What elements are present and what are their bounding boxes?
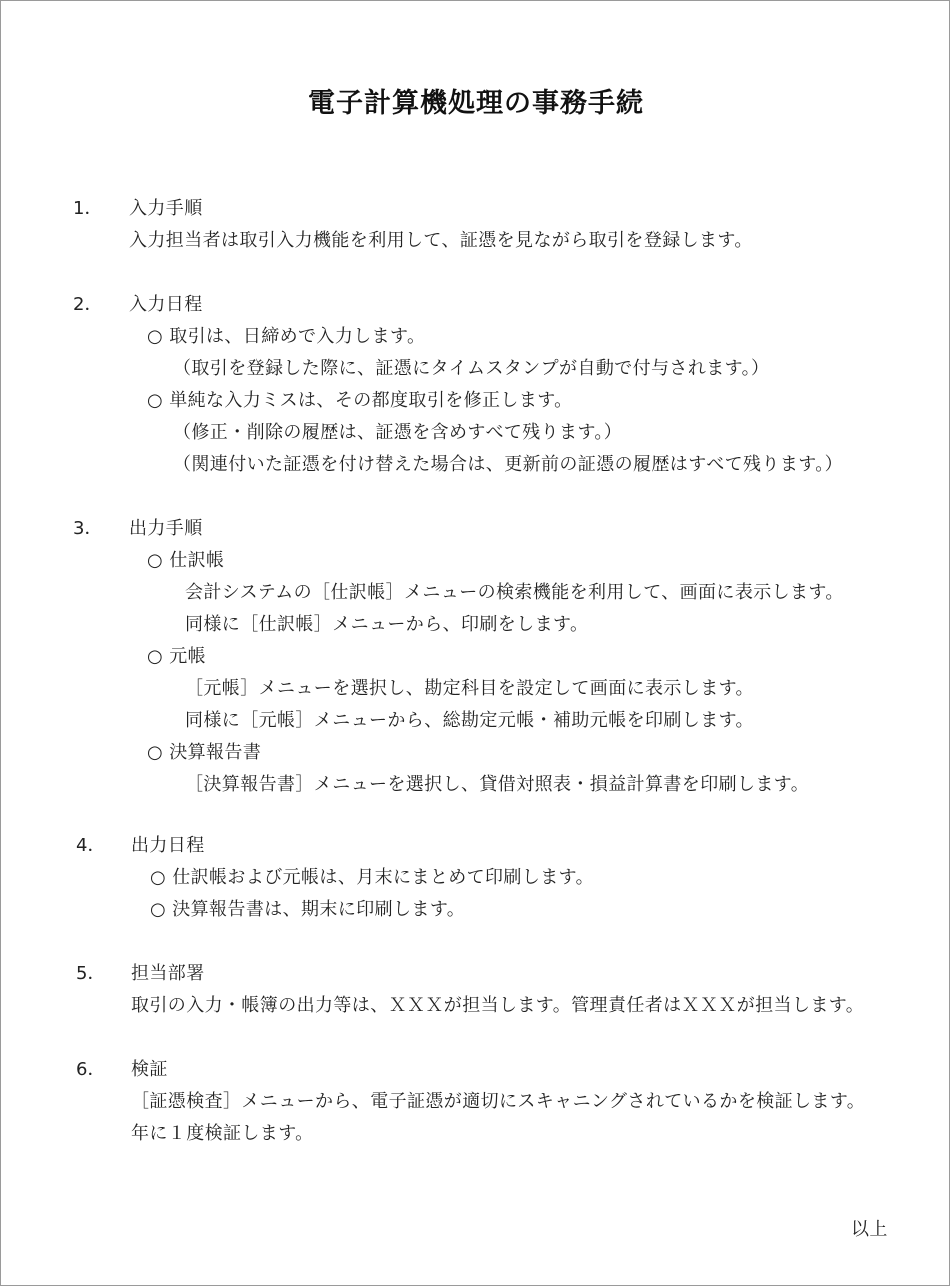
- section-3-number: 3．: [73, 518, 103, 539]
- section-1-heading: 入力手順: [129, 198, 203, 219]
- section-1-line-1: 入力担当者は取引入力機能を利用して、証憑を見ながら取引を登録します。: [129, 230, 753, 251]
- section-4-item-1: ○ 仕訳帳および元帳は、月末にまとめて印刷します。: [150, 867, 594, 888]
- section-3-item-3: ○ 決算報告書: [147, 742, 262, 763]
- section-3-item-1-note-1: 会計システムの［仕訳帳］メニューの検索機能を利用して、画面に表示します。: [185, 582, 844, 603]
- section-5-line-1: 取引の入力・帳簿の出力等は、ＸＸＸが担当します。管理責任者はＸＸＸが担当します。: [131, 995, 865, 1016]
- section-5-heading: 担当部署: [131, 963, 205, 984]
- document-title: 電子計算機処理の事務手続: [308, 88, 644, 119]
- section-2-item-2: ○ 単純な入力ミスは、その都度取引を修正します。: [147, 390, 573, 411]
- section-6-number: 6．: [76, 1059, 106, 1080]
- section-2-item-2-note-2: （関連付いた証憑を付け替えた場合は、更新前の証憑の履歴はすべて残ります。）: [173, 454, 843, 475]
- section-3-item-1: ○ 仕訳帳: [147, 550, 225, 571]
- section-6-heading: 検証: [131, 1059, 168, 1080]
- section-2-item-1: ○ 取引は、日締めで入力します。: [147, 326, 426, 347]
- section-4-item-2: ○ 決算報告書は、期末に印刷します。: [150, 899, 466, 920]
- section-4-heading: 出力日程: [131, 835, 205, 856]
- section-2-heading: 入力日程: [129, 294, 203, 315]
- section-3-item-2-note-2: 同様に［元帳］メニューから、総勘定元帳・補助元帳を印刷します。: [185, 710, 754, 731]
- section-2-item-1-note-1: （取引を登録した際に、証憑にタイムスタンプが自動で付与されます。）: [173, 358, 770, 379]
- section-6-line-1: ［証憑検査］メニューから、電子証憑が適切にスキャニングされているかを検証します。: [131, 1091, 866, 1112]
- section-3-item-1-note-2: 同様に［仕訳帳］メニューから、印刷をします。: [185, 614, 589, 635]
- section-2-item-2-note-1: （修正・削除の履歴は、証憑を含めすべて残ります。）: [173, 422, 623, 443]
- section-5-number: 5．: [76, 963, 106, 984]
- section-1-number: 1．: [73, 198, 103, 219]
- section-3-item-3-note-1: ［決算報告書］メニューを選択し、貸借対照表・損益計算書を印刷します。: [185, 774, 810, 795]
- section-6-line-2: 年に１度検証します。: [131, 1123, 314, 1144]
- section-3-item-2-note-1: ［元帳］メニューを選択し、勘定科目を設定して画面に表示します。: [185, 678, 754, 699]
- section-3-heading: 出力手順: [129, 518, 203, 539]
- closing-mark: 以上: [851, 1219, 888, 1240]
- section-2-number: 2．: [73, 294, 103, 315]
- section-4-number: 4．: [76, 835, 106, 856]
- section-3-item-2: ○ 元帳: [147, 646, 207, 667]
